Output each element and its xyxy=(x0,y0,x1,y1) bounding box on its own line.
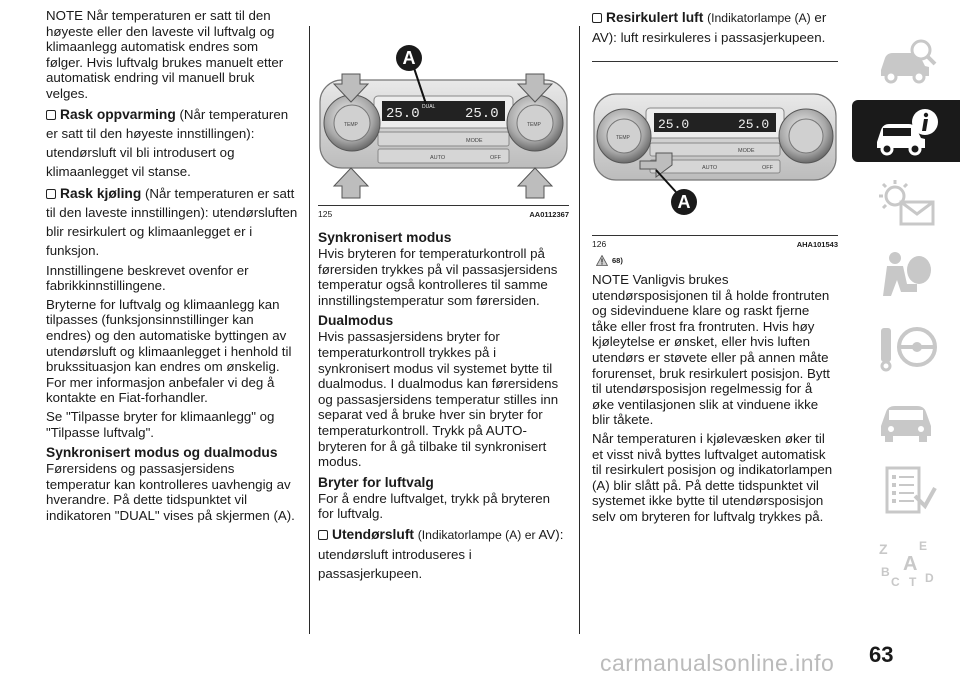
resirkulert-indicator: (Indikatorlampe (A) xyxy=(707,11,811,25)
display-right-temp: 25.0 xyxy=(738,117,770,132)
rask-kjoling-item xyxy=(46,184,298,260)
display-dual-indicator: DUAL xyxy=(422,104,436,110)
checklist-icon xyxy=(873,466,939,516)
dual-paragraph: Hvis passasjersidens bryter for temperaturkontroll trykkes på i synkronisert modus vil systemet bytte til dualmodus. I dualmodus kan førersidens og passasjersidens temperatur stilles inn separat ved å bruke hver sin bryter for temperaturkontroll. Trykk på AUTO-bryteren for å gå tilbake til synkronisert modus. xyxy=(318,329,559,470)
section-heading-sync-dual: Synkronisert modus og dualmodus xyxy=(46,445,278,461)
index-letter: Z xyxy=(879,541,888,557)
resirkulert-text: er AV): luft resirkuleres i passasjerkupeen. xyxy=(592,10,827,45)
column-1 xyxy=(46,8,298,523)
callout-a: A xyxy=(677,192,691,212)
resirkulert-item xyxy=(592,8,838,47)
coolant-paragraph: Når temperaturen i kjølevæsken øker til et visst nivå byttes luftvalget automatisk til resirkulert posisjon og indikatorlampen (A) blir slått på. På dette tidspunktet vil systemet ikke bytte til utendørsposisjon selv om bryteren for luftvalg trykkes på. xyxy=(592,430,833,524)
index-letter: C xyxy=(891,575,900,588)
resirkulert-label: Resirkulert luft xyxy=(606,10,704,25)
utendorsluft-indicator: (Indikatorlampe (A) er xyxy=(417,527,536,542)
rask-kjoling-text: (Når temperaturen er satt til den laveste innstillingen): utendørsluften blir resirkulert og klimaanlegget er i funksjon. xyxy=(46,185,298,258)
rask-oppvarming-label: Rask oppvarming xyxy=(60,106,176,122)
sidebar-item-car-search[interactable] xyxy=(852,30,960,92)
auto-button-label: AUTO xyxy=(430,155,446,161)
divider xyxy=(592,61,838,62)
air-paragraph: For å endre luftvalget, trykk på bryteren for luftvalg. xyxy=(318,490,551,522)
settings-paragraph: Innstillingene beskrevet ovenfor er fabrikkinnstillingene. xyxy=(46,262,249,294)
watermark: carmanualsonline.info xyxy=(600,650,835,676)
figure-caption xyxy=(318,205,569,219)
alphabet-index-icon xyxy=(873,538,939,588)
display-left-temp: 25.0 xyxy=(386,106,420,122)
steering-wheel-key-icon xyxy=(873,322,939,372)
page-number: 63 xyxy=(869,642,894,667)
section-heading-dual: Dualmodus xyxy=(318,313,394,329)
checkbox-icon xyxy=(592,13,602,23)
sync-paragraph: Hvis bryteren for temperaturkontroll på førersiden trykkes på vil passasjersidens temperatur også kontrolleres til samme innstillingstemperatur som førersiden. xyxy=(318,246,558,308)
rask-oppvarming-text: (Når temperaturen er satt til den høyeste innstillingen): utendørsluft vil bli introdusert og klimaanlegget vil stanse. xyxy=(46,106,289,179)
warning-triangle-icon xyxy=(596,255,608,266)
warning-light-mail-icon xyxy=(873,178,939,228)
figure-number: 125 xyxy=(318,209,333,219)
climate-panel-illustration xyxy=(318,8,569,200)
sidebar-item-airbag[interactable] xyxy=(852,244,960,306)
driver-passenger-paragraph: Førersidens og passasjersidens temperatur kan kontrolleres uavhengig av hverandre. På dette tidspunktet vil indikatoren "DUAL" vises på skjermen (A). xyxy=(46,461,295,523)
left-knob-label: TEMP xyxy=(344,122,358,128)
section-heading-air: Bryter for luftvalg xyxy=(318,474,434,490)
figure-number: 126 xyxy=(592,239,607,249)
figure-code: AA0112367 xyxy=(529,210,569,219)
mode-button-label: MODE xyxy=(738,148,755,154)
left-knob-label: TEMP xyxy=(616,135,630,141)
car-service-icon xyxy=(873,394,939,444)
index-letter: T xyxy=(909,575,917,588)
sidebar-item-warning-lights[interactable] xyxy=(852,172,960,234)
auto-button-label: AUTO xyxy=(702,165,718,171)
sidebar-item-index[interactable] xyxy=(852,532,960,594)
display-left-temp: 25.0 xyxy=(658,117,690,132)
note-paragraph: NOTE Når temperaturen er satt til den høyeste eller den laveste vil luftvalg og klimaanlegg automatisk endres som følger. Hvis luftvalg brukes manuelt etter automatisk endring vil manuell bruk velges. xyxy=(46,8,284,101)
note-paragraph-2: NOTE Vanligvis brukes utendørsposisjonen til å holde frontruten og sidevinduene klare og raskt fjerne tåke eller frost fra frontruten. Hvis høy kjøleytelse er ønsket, eller hvis luften utendørs er støvete eller på annen måte forurenset, bruk resirkulert posisjon. Bytt til utendørsposisjon regelmessig for å øke ventilasjonen slik at vinduene ikke blir tåkete. xyxy=(592,272,830,428)
sidebar-item-steering-key[interactable] xyxy=(852,316,960,378)
callout-a: A xyxy=(402,48,416,68)
utendorsluft-item xyxy=(318,525,569,583)
index-letter: A xyxy=(903,553,918,575)
index-letter: E xyxy=(919,539,928,553)
figure-caption xyxy=(592,235,838,249)
column-rule-1 xyxy=(309,26,310,634)
display-right-temp: 25.0 xyxy=(465,106,499,122)
checkbox-icon xyxy=(318,530,328,540)
climate-panel-illustration xyxy=(592,68,838,230)
warning-ref-number: 68) xyxy=(612,256,623,265)
mode-button-label: MODE xyxy=(466,138,483,144)
rask-kjoling-label: Rask kjøling xyxy=(60,185,142,201)
column-rule-2 xyxy=(579,26,580,634)
index-letter: B xyxy=(881,565,890,579)
off-button-label: OFF xyxy=(490,155,501,161)
checkbox-icon xyxy=(46,189,56,199)
column-3 xyxy=(592,8,838,525)
sidebar-item-car-info[interactable] xyxy=(852,100,960,162)
section-heading-sync: Synkronisert modus xyxy=(318,230,452,245)
right-knob-label: TEMP xyxy=(527,122,541,128)
see-also-paragraph: Se "Tilpasse bryter for klimaanlegg" og "Tilpasse luftvalg". xyxy=(46,408,275,440)
chapter-sidebar xyxy=(852,30,960,620)
sidebar-item-car-service[interactable] xyxy=(852,388,960,450)
warning-reference xyxy=(596,255,838,266)
column-2 xyxy=(318,8,569,583)
rask-oppvarming-item xyxy=(46,105,298,181)
customize-paragraph: Bryterne for luftvalg og klimaanlegg kan tilpasses (funksjonsinnstillinger kan endres) og den automatiske byttingen av utendørsluft og klimaanlegget i henhold til brukssituasjon kan endres om ønskelig. For mer informasjon anbefaler vi deg å kontakte en Fiat-forhandler. xyxy=(46,296,292,406)
utendorsluft-text: AV): utendørsluft introduseres i passasjerkupeen. xyxy=(318,526,564,581)
airbag-person-icon xyxy=(873,250,939,300)
figure-code: AHA101543 xyxy=(796,240,838,249)
figure-125 xyxy=(318,8,569,219)
off-button-label: OFF xyxy=(762,165,773,171)
figure-126 xyxy=(592,68,838,249)
checkbox-icon xyxy=(46,110,56,120)
index-letter: D xyxy=(925,571,934,585)
car-info-icon xyxy=(873,106,939,156)
car-search-icon xyxy=(873,36,939,86)
sidebar-item-checklist[interactable] xyxy=(852,460,960,522)
utendorsluft-label: Utendørsluft xyxy=(332,526,415,542)
